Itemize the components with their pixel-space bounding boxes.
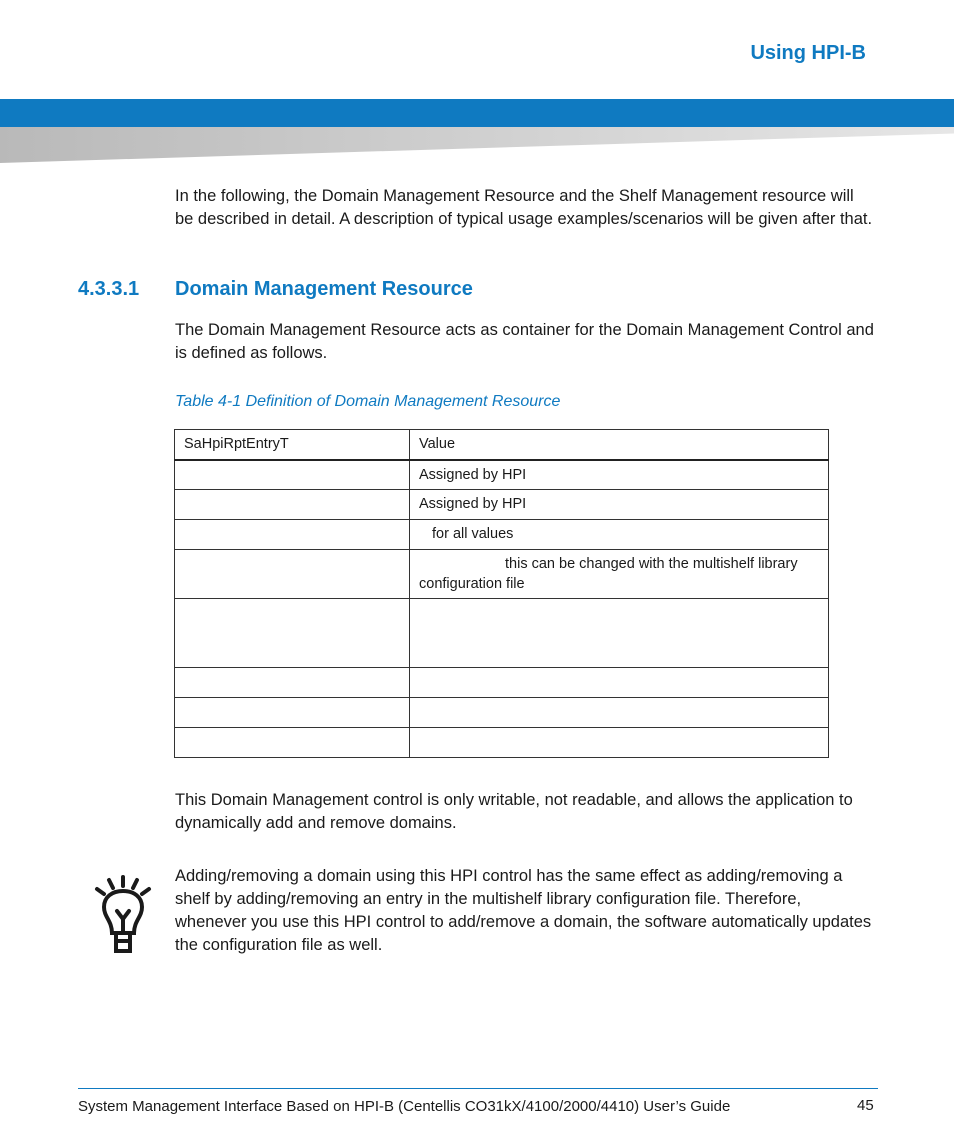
table-row — [175, 550, 829, 599]
section-heading — [78, 278, 473, 301]
table-cell — [175, 728, 410, 758]
section-title-text: Domain Management Resource — [175, 278, 473, 300]
table-cell — [175, 490, 410, 520]
header-gray-wedge — [0, 127, 954, 163]
table-cell — [410, 728, 829, 758]
footer-divider — [78, 1088, 878, 1089]
table-header-cell: SaHpiRptEntryT — [175, 430, 410, 460]
table-row — [175, 698, 829, 728]
table-caption: Table 4-1 Definition of Domain Management Resource — [175, 393, 561, 410]
table-cell — [410, 668, 829, 698]
header-blue-band — [0, 99, 954, 127]
table-cell: Assigned by HPI — [410, 490, 829, 520]
section-number: 4.3.3.1 — [78, 278, 140, 300]
note-paragraph: Adding/removing a domain using this HPI control has the same effect as adding/removing a shelf by adding/removing an entry in the multishelf library configuration file. Therefore, whenever you use this HPI control to add/remove a domain, the software automatically updates the configuration file as well. — [175, 867, 872, 954]
definition-table — [174, 429, 829, 758]
table-cell: for all values — [410, 520, 829, 550]
table-cell — [410, 599, 829, 668]
table-cell — [175, 698, 410, 728]
table-row — [175, 728, 829, 758]
table-cell — [175, 550, 410, 599]
table-cell — [175, 460, 410, 490]
lightbulb-icon — [92, 875, 154, 957]
footer-document-title: System Management Interface Based on HPI-B (Centellis CO31kX/4100/2000/4410) User’s Guide — [78, 1098, 731, 1115]
table-header-row — [175, 430, 829, 460]
table-cell — [175, 520, 410, 550]
table-cell: this can be changed with the multishelf library configuration file — [410, 550, 829, 599]
after-table-paragraph: This Domain Management control is only writable, not readable, and allows the application to dynamically add and remove domains. — [175, 791, 853, 832]
table-row — [175, 460, 829, 490]
running-header-title: Using HPI-B — [744, 42, 872, 65]
section-body-paragraph: The Domain Management Resource acts as container for the Domain Management Control and is defined as follows. — [175, 321, 874, 362]
table-cell — [410, 698, 829, 728]
intro-paragraph: In the following, the Domain Management Resource and the Shelf Management resource will be described in detail. A description of typical usage examples/scenarios will be given after that. — [175, 187, 873, 228]
table-cell — [175, 668, 410, 698]
page-number: 45 — [857, 1097, 874, 1114]
table-row — [175, 490, 829, 520]
table-header-cell: Value — [410, 430, 829, 460]
table-row — [175, 668, 829, 698]
table-cell — [175, 599, 410, 668]
table-row — [175, 599, 829, 668]
table-row — [175, 520, 829, 550]
table-cell: Assigned by HPI — [410, 460, 829, 490]
